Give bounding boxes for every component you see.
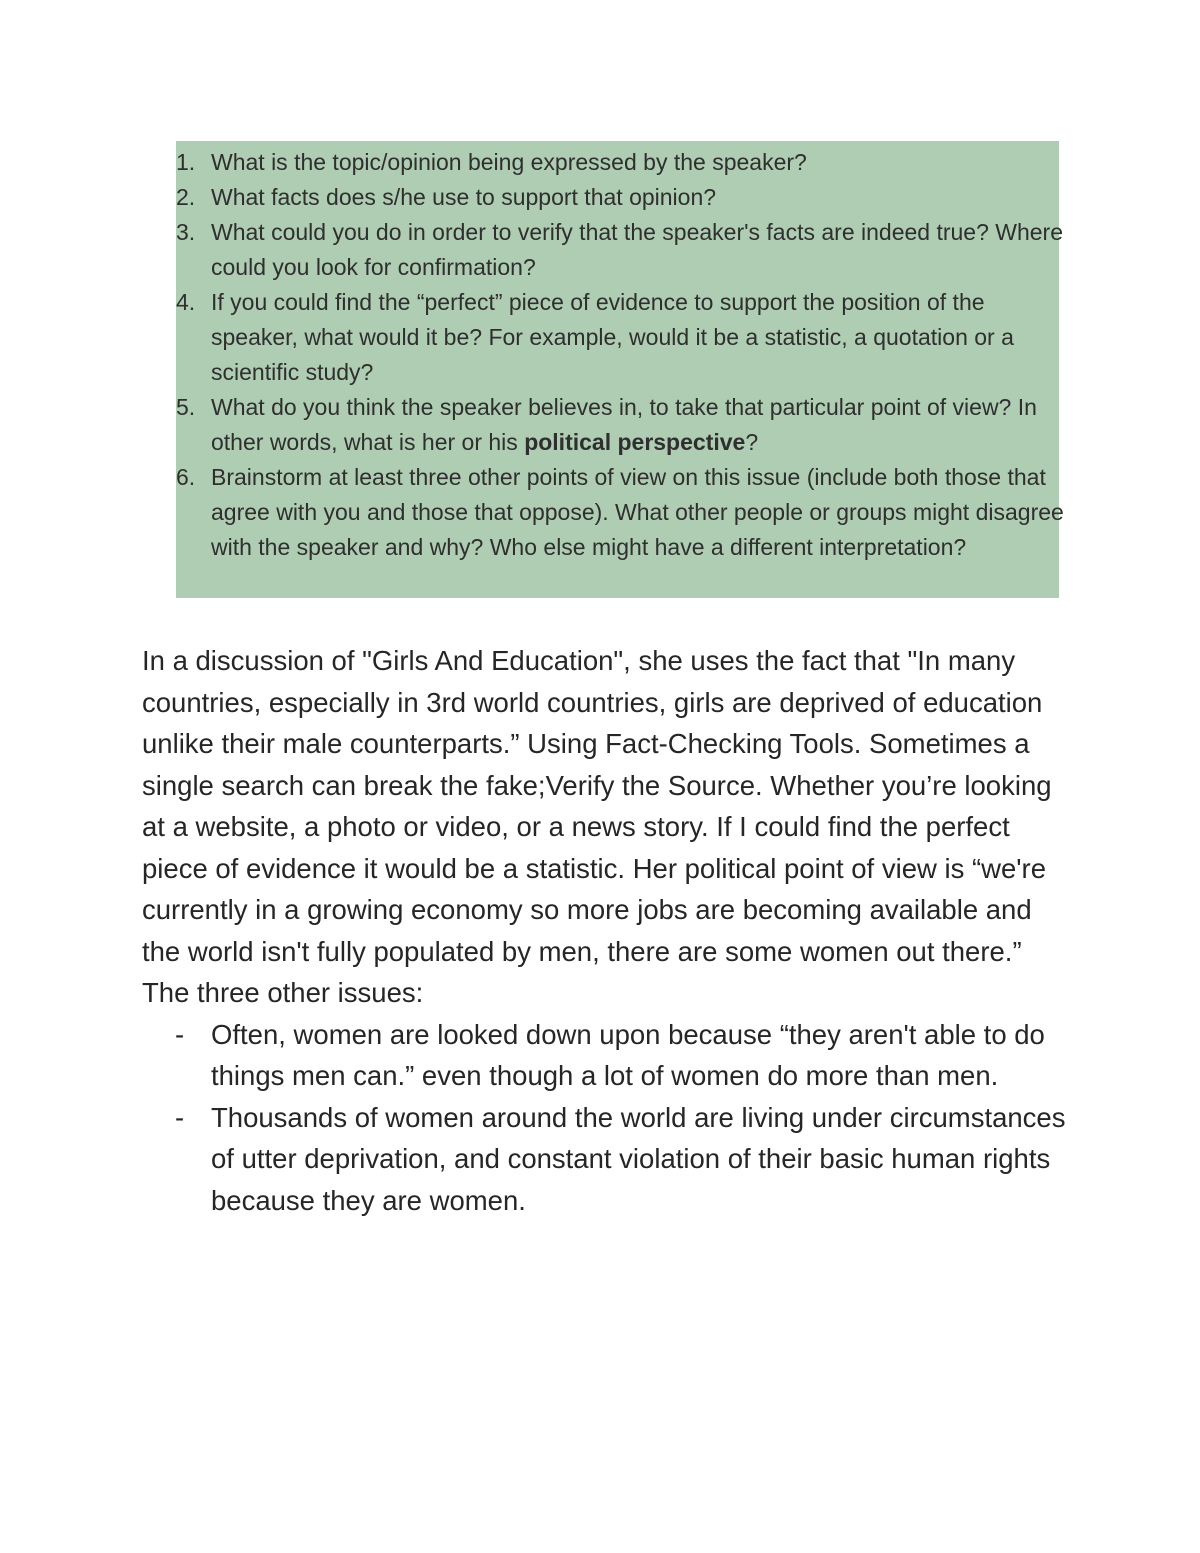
- question-item: [176, 390, 1066, 460]
- question-number: 1.: [176, 149, 196, 175]
- question-text: Brainstorm at least three other points of view on this issue (include both those that agree with you and those that oppose). What other people or groups might disagree with the speaker and why? Who else might have a different interpretation?: [211, 464, 1064, 560]
- question-text: What is the topic/opinion being expressed by the speaker?: [211, 149, 807, 175]
- issues-list: [142, 1014, 1067, 1222]
- question-item: [176, 460, 1066, 565]
- question-item: [176, 145, 1066, 180]
- question-text-part: What do you think the speaker believes in, to take that particular point of view? In other words, what is her or his: [211, 394, 1037, 455]
- list-item-text: Often, women are looked down upon because “they aren't able to do things men can.” even though a lot of women do more than men.: [211, 1018, 1045, 1091]
- question-number: 4.: [176, 289, 196, 315]
- question-list: [176, 145, 1066, 565]
- issues-heading: The three other issues:: [142, 977, 424, 1008]
- list-item: [142, 1014, 1067, 1097]
- dash-bullet: -: [175, 1101, 185, 1133]
- question-item: [176, 180, 1066, 215]
- question-number: 3.: [176, 219, 196, 245]
- question-text-part: ?: [745, 429, 759, 455]
- dash-bullet: -: [175, 1018, 185, 1050]
- answer-section: [142, 640, 1067, 1221]
- question-text: What facts does s/he use to support that opinion?: [211, 184, 717, 210]
- question-box: [176, 141, 1064, 598]
- question-number: 5.: [176, 394, 196, 420]
- political-perspective-emphasis: political perspective: [524, 429, 746, 455]
- question-item: [176, 285, 1066, 390]
- question-number: 2.: [176, 184, 196, 210]
- question-text: [211, 394, 1037, 455]
- list-item-text: Thousands of women around the world are living under circumstances of utter deprivation, and constant violation of their basic human rights because they are women.: [211, 1101, 1066, 1216]
- answer-paragraph: In a discussion of "Girls And Education", she uses the fact that "In many countries, especially in 3rd world countries, girls are deprived of education unlike their male counterparts.” Using Fact-Checking Tools. Sometimes a single search can break the fake;Verify the Source. Whether you’re looking at a website, a photo or video, or a news story. If I could find the perfect piece of evidence it would be a statistic. Her political point of view is “we're currently in a growing economy so more jobs are becoming available and the world isn't fully populated by men, there are some women out there.”: [142, 645, 1052, 967]
- question-text: If you could find the “perfect” piece of evidence to support the position of the speaker, what would it be? For example, would it be a statistic, a quotation or a scientific study?: [211, 289, 1014, 385]
- list-item: [142, 1097, 1067, 1222]
- question-text: What could you do in order to verify that the speaker's facts are indeed true? Where could you look for confirmation?: [211, 219, 1064, 280]
- question-item: [176, 215, 1066, 285]
- question-number: 6.: [176, 464, 196, 490]
